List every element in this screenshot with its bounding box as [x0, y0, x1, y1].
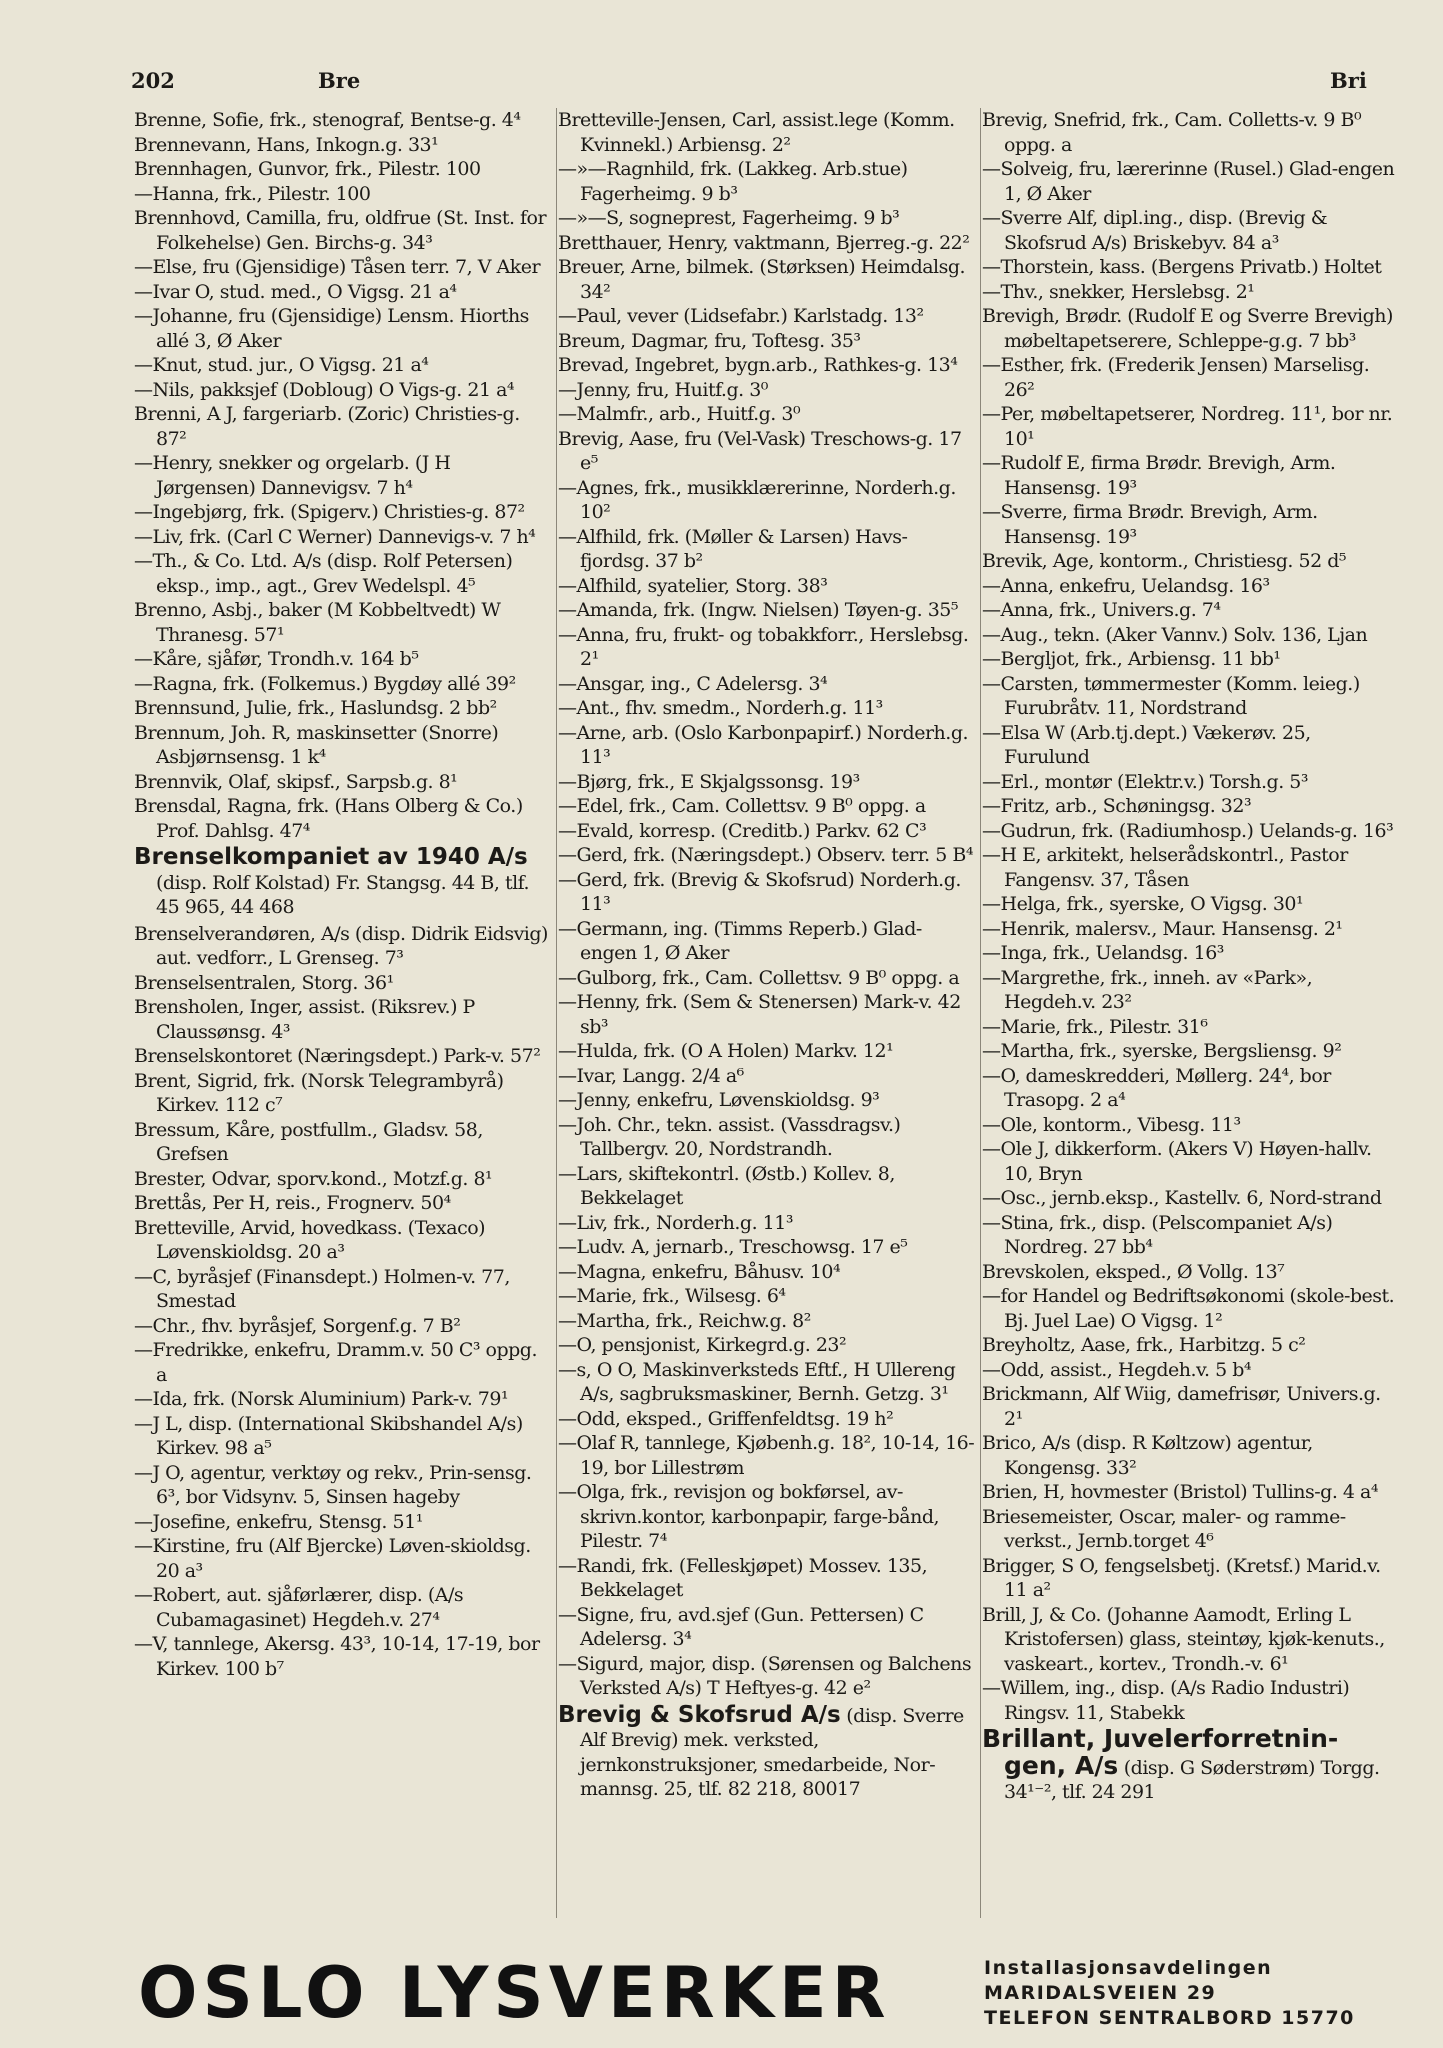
entry-text: —Kirstine, fru (Alf Bjercke) Løven-skioldsg. 20 a³: [134, 1535, 531, 1582]
entry-text: Brenselskontoret (Næringsdept.) Park-v. 57²: [134, 1045, 541, 1067]
directory-entry: [134, 500, 552, 525]
entry-text: —Ida, frk. (Norsk Aluminium) Park-v. 79¹: [134, 1388, 509, 1410]
directory-entry: [558, 402, 976, 427]
entry-text: —Josefine, enkefru, Stensg. 51¹: [134, 1510, 423, 1533]
directory-entry: [982, 1039, 1400, 1064]
directory-entry: [982, 304, 1400, 353]
entry-text: —C, byråsjef (Finansdept.) Holmen-v. 77, Smestad: [134, 1265, 510, 1312]
entry-text: —Per, møbeltapetserer, Nordreg. 11¹, bor nr. 10¹: [982, 403, 1393, 450]
entry-text: Breyholtz, Aase, frk., Harbitzg. 5 c²: [982, 1334, 1306, 1356]
entry-text: Brill, J, & Co. (Johanne Aamodt, Erling L Kristofersen) glass, steintøy, kjøk-kenuts., vaskeart., kortev., Trondh.-v. 6¹: [982, 1603, 1385, 1675]
directory-entry: [134, 1387, 552, 1412]
directory-entry: [558, 1309, 976, 1334]
directory-entry: [558, 206, 976, 231]
entry-text: —s, O O, Maskinverksteds Eftf., H Ullereng A/s, sagbruksmaskiner, Bernh. Getzg. 3¹: [558, 1358, 956, 1405]
directory-entry: [134, 353, 552, 378]
directory-entry: [134, 1044, 552, 1069]
entry-text: —J O, agentur, verktøy og rekv., Prin-sensg. 6³, bor Vidsynv. 5, Sinsen hageby: [134, 1461, 532, 1508]
directory-entry: [134, 1314, 552, 1339]
directory-entry: [134, 845, 552, 920]
directory-entry: [558, 304, 976, 329]
column-2: [558, 108, 976, 1958]
directory-entry: [558, 794, 976, 819]
entry-text: Brevik, Age, kontorm., Christiesg. 52 d⁵: [982, 550, 1347, 572]
directory-entry: [558, 917, 976, 966]
entry-text: Bretthauer, Henry, vaktmann, Bjerreg.-g. 22²: [558, 231, 970, 254]
entry-text: Briesemeister, Oscar, maler- og ramme-verkst., Jernb.torget 4⁶: [982, 1505, 1346, 1552]
entry-text: —Anna, frk., Univers.g. 7⁴: [982, 599, 1221, 621]
entry-text: —Fredrikke, enkefru, Dramm.v. 50 C³ oppg. a: [134, 1339, 538, 1386]
directory-entry: [134, 1461, 552, 1510]
directory-entry: [558, 427, 976, 476]
entry-text: —Johanne, fru (Gjensidige) Lensm. Hiorths allé 3, Ø Aker: [134, 305, 529, 352]
ad-contact: [984, 1956, 1355, 2031]
directory-entry: [558, 721, 976, 770]
directory-entry: [558, 770, 976, 795]
entry-text: —Sverre, firma Brødr. Brevigh, Arm. Hansensg. 19³: [982, 501, 1318, 548]
left-guide-word: Bre: [318, 68, 361, 93]
directory-entry: [558, 525, 976, 574]
entry-text: —Carsten, tømmermester (Komm. leieg.) Furubråtv. 11, Nordstrand: [982, 672, 1360, 719]
entry-text: —Helga, frk., syerske, O Vigsg. 30¹: [982, 893, 1304, 915]
directory-entry: [558, 255, 976, 304]
entry-text: —Hulda, frk. (O A Holen) Markv. 12¹: [558, 1040, 894, 1062]
entry-text: Brenselsentralen, Storg. 36¹: [134, 971, 394, 994]
directory-entry: [982, 108, 1400, 157]
entry-text: —Thorstein, kass. (Bergens Privatb.) Holtet: [982, 256, 1382, 278]
entry-text: Brennhagen, Gunvor, frk., Pilestr. 100: [134, 158, 481, 180]
directory-entry: [982, 500, 1400, 549]
directory-entry: [134, 1265, 552, 1314]
ad-line-2: MARIDALSVEIEN 29: [984, 1982, 1217, 2004]
directory-entry: [982, 1724, 1400, 1805]
directory-entry: [134, 133, 552, 158]
entry-text: —O, pensjonist, Kirkegrd.g. 23²: [558, 1334, 847, 1356]
entry-text: —Elsa W (Arb.tj.dept.) Vækerøv. 25, Furulund: [982, 721, 1311, 768]
directory-entry: [134, 525, 552, 550]
entry-text: —Knut, stud. jur., O Vigsg. 21 a⁴: [134, 354, 429, 376]
directory-entry: [982, 892, 1400, 917]
entry-text: —Fritz, arb., Schøningsg. 32³: [982, 795, 1252, 817]
entry-text: Brenselverandøren, A/s (disp. Didrik Eidsvig) aut. vedforr., L Grenseg. 7³: [134, 922, 548, 969]
entry-text: —Ole J, dikkerform. (Akers V) Høyen-hallv. 10, Bryn: [982, 1138, 1372, 1185]
entry-text: —Kåre, sjåfør, Trondh.v. 164 b⁵: [134, 648, 419, 670]
entry-heading: Brillant, Juvelerforretnin-gen, A/s: [982, 1724, 1339, 1780]
directory-entry: [134, 1412, 552, 1461]
page-number: 202: [131, 68, 175, 93]
directory-entry: [982, 1554, 1400, 1603]
entry-text: Brennum, Joh. R, maskinsetter (Snorre) Asbjørnsensg. 1 k⁴: [134, 721, 499, 768]
entry-text: —O, dameskredderi, Møllerg. 24⁴, bor Trasopg. 2 a⁴: [982, 1064, 1331, 1111]
entry-text: Brennhovd, Camilla, fru, oldfrue (St. Inst. for Folkehelse) Gen. Birchs-g. 34³: [134, 207, 547, 254]
entry-text: —Erl., montør (Elektr.v.) Torsh.g. 5³: [982, 770, 1308, 793]
entry-text: (disp. G Søderstrøm) Torgg. 34¹⁻², tlf. 24 291: [1004, 1756, 1380, 1803]
entry-text: Brenne, Sofie, frk., stenograf, Bentse-g. 4⁴: [134, 109, 521, 131]
directory-entry: [134, 770, 552, 795]
directory-entry: [558, 1284, 976, 1309]
entry-text: Brennevann, Hans, Inkogn.g. 33¹: [134, 133, 439, 156]
entry-text: Brevig, Aase, fru (Vel-Vask) Treschows-g. 17 e⁵: [558, 427, 962, 474]
directory-entry: [558, 1039, 976, 1064]
entry-text: —Henrik, malersv., Maur. Hansensg. 2¹: [982, 917, 1343, 940]
entry-text: —Willem, ing., disp. (A/s Radio Industri) Ringsv. 11, Stabekk: [982, 1677, 1350, 1724]
entry-text: —Anna, fru, frukt- og tobakkforr., Herslebsg. 2¹: [558, 623, 969, 670]
directory-entry: [558, 1480, 976, 1554]
entry-text: —Ivar, Langg. 2/4 a⁶: [558, 1064, 744, 1087]
directory-entry: [134, 922, 552, 971]
directory-entry: [558, 1211, 976, 1236]
directory-entry: [134, 1583, 552, 1632]
entry-text: —Henny, frk. (Sem & Stenersen) Mark-v. 42 sb³: [558, 991, 961, 1038]
directory-entry: [134, 206, 552, 255]
directory-entry: [982, 721, 1400, 770]
entry-text: (disp. Sverre Alf Brevig) mek. verksted, jernkonstruksjoner, smedarbeide, Nor-mannsg. 25, tlf. 82 218, 80017: [580, 1704, 964, 1800]
entry-text: Brevskolen, eksped., Ø Vollg. 13⁷: [982, 1260, 1285, 1283]
directory-entry: [982, 672, 1400, 721]
directory-entry: [558, 476, 976, 525]
directory-entry: [982, 819, 1400, 844]
directory-entry: [134, 995, 552, 1044]
directory-entry: [558, 672, 976, 697]
directory-entry: [134, 598, 552, 647]
entry-text: —Randi, frk. (Felleskjøpet) Mossev. 135, Bekkelaget: [558, 1554, 928, 1601]
entry-text: —for Handel og Bedriftsøkonomi (skole-best. Bj. Juel Lae) O Vigsg. 1²: [982, 1285, 1395, 1332]
directory-entry: [982, 255, 1400, 280]
directory-entry: [558, 329, 976, 354]
entry-text: —Marie, frk., Wilsesg. 6⁴: [558, 1285, 786, 1307]
entry-text: —Lars, skiftekontrl. (Østb.) Kollev. 8, Bekkelaget: [558, 1162, 895, 1209]
directory-entry: [134, 280, 552, 305]
entry-text: Brensholen, Inger, assist. (Riksrev.) P Claussønsg. 4³: [134, 996, 475, 1043]
directory-entry: [134, 721, 552, 770]
entry-text: —H E, arkitekt, helserådskontrl., Pastor Fangensv. 37, Tåsen: [982, 844, 1348, 891]
directory-entry: [982, 598, 1400, 623]
column-divider: [556, 108, 557, 1918]
entry-text: —Olaf R, tannlege, Kjøbenh.g. 18², 10-14, 16-19, bor Lillestrøm: [558, 1432, 975, 1479]
entry-text: —Arne, arb. (Oslo Karbonpapirf.) Norderh.g. 11³: [558, 721, 969, 768]
directory-entry: [134, 451, 552, 500]
directory-entry: [982, 206, 1400, 255]
directory-entry: [134, 1632, 552, 1681]
directory-entry: [558, 157, 976, 206]
entry-text: —Ant., fhv. smedm., Norderh.g. 11³: [558, 697, 883, 719]
entry-text: —Thv., snekker, Herslebsg. 2¹: [982, 280, 1255, 303]
directory-entry: [558, 868, 976, 917]
directory-entry: [982, 1431, 1400, 1480]
entry-text: —Chr., fhv. byråsjef, Sorgenf.g. 7 B²: [134, 1314, 461, 1337]
directory-entry: [982, 843, 1400, 892]
entry-text: —Bergljot, frk., Arbiensg. 11 bb¹: [982, 648, 1281, 670]
directory-entry: [134, 794, 552, 843]
entry-text: Brennsund, Julie, frk., Haslundsg. 2 bb²: [134, 697, 497, 719]
entry-text: —Th., & Co. Ltd. A/s (disp. Rolf Petersen) eksp., imp., agt., Grev Wedelspl. 4⁵: [134, 550, 513, 597]
entry-text: —Gulborg, frk., Cam. Collettsv. 9 B⁰ oppg. a: [558, 966, 960, 989]
directory-entry: [134, 672, 552, 697]
directory-entry: [982, 1333, 1400, 1358]
directory-entry: [134, 1167, 552, 1192]
directory-entry: [982, 623, 1400, 648]
directory-entry: [558, 966, 976, 991]
right-guide-word: Bri: [1330, 68, 1367, 93]
directory-entry: [134, 255, 552, 280]
directory-entry: [558, 108, 976, 157]
directory-entry: [134, 1216, 552, 1265]
directory-entry: [558, 1407, 976, 1432]
entry-text: —Osc., jernb.eksp., Kastellv. 6, Nord-strand: [982, 1187, 1382, 1209]
entry-text: —Agnes, frk., musikklærerinne, Norderh.g. 10²: [558, 476, 956, 523]
entry-text: —Ivar O, stud. med., O Vigsg. 21 a⁴: [134, 280, 457, 303]
entry-text: —Magna, enkefru, Båhusv. 10⁴: [558, 1260, 841, 1283]
directory-entry: [558, 1260, 976, 1285]
directory-entry: [982, 549, 1400, 574]
directory-entry: [982, 794, 1400, 819]
entry-text: —Anna, enkefru, Uelandsg. 16³: [982, 574, 1270, 597]
entry-text: —Ingebjørg, frk. (Spigerv.) Christies-g. 87²: [134, 501, 525, 523]
entry-text: —Gerd, frk. (Brevig & Skofsrud) Norderh.g. 11³: [558, 868, 961, 915]
directory-entry: [558, 1162, 976, 1211]
directory-entry: [134, 402, 552, 451]
ad-line-1: Installasjonsavdelingen: [984, 1957, 1273, 1979]
entry-text: (disp. Rolf Kolstad) Fr. Stangsg. 44 B, tlf. 45 965, 44 468: [156, 871, 530, 918]
directory-entry: [558, 696, 976, 721]
entry-text: —Paul, vever (Lidsefabr.) Karlstadg. 13²: [558, 305, 924, 327]
entry-text: —Stina, frk., disp. (Pelscompaniet A/s) Nordreg. 27 bb⁴: [982, 1211, 1333, 1258]
entry-text: —Alfhild, frk. (Møller & Larsen) Havs-fjordsg. 37 b²: [558, 525, 908, 572]
directory-entry: [982, 1113, 1400, 1138]
directory-entry: [134, 1118, 552, 1167]
entry-text: —Nils, pakksjef (Dobloug) O Vigs-g. 21 a⁴: [134, 378, 515, 401]
directory-entry: [134, 971, 552, 996]
directory-entry: [982, 574, 1400, 599]
directory-entry: [134, 1338, 552, 1387]
directory-entry: [982, 1064, 1400, 1113]
entry-text: —Ansgar, ing., C Adelersg. 3⁴: [558, 672, 828, 695]
entry-text: Brevigh, Brødr. (Rudolf E og Sverre Brevigh) møbeltapetserere, Schleppe-g.g. 7 bb³: [982, 305, 1393, 352]
directory-entry: [558, 623, 976, 672]
directory-entry: [982, 280, 1400, 305]
entry-text: —Evald, korresp. (Creditb.) Parkv. 62 C³: [558, 819, 927, 842]
directory-entry: [558, 574, 976, 599]
directory-entry: [558, 1358, 976, 1407]
directory-entry: [982, 451, 1400, 500]
directory-entry: [134, 647, 552, 672]
entry-text: —Aug., tekn. (Aker Vannv.) Solv. 136, Ljan: [982, 623, 1368, 646]
entry-text: —Signe, fru, avd.sjef (Gun. Pettersen) C Adelersg. 3⁴: [558, 1603, 924, 1650]
entry-text: —J L, disp. (International Skibshandel A/s) Kirkev. 98 a⁵: [134, 1412, 523, 1459]
directory-entry: [558, 1088, 976, 1113]
entry-text: —Jenny, enkefru, Løvenskioldsg. 9³: [558, 1089, 880, 1111]
entry-text: —Gerd, frk. (Næringsdept.) Observ. terr. 5 B⁴: [558, 844, 973, 866]
entry-text: Bretteville-Jensen, Carl, assist.lege (Komm. Kvinnekl.) Arbiensg. 2²: [558, 109, 955, 156]
directory-entry: [982, 966, 1400, 1015]
entry-text: —Margrethe, frk., inneh. av «Park», Hegdeh.v. 23²: [982, 966, 1313, 1013]
entry-text: Brensdal, Ragna, frk. (Hans Olberg & Co.) Prof. Dahlsg. 47⁴: [134, 795, 523, 842]
directory-entry: [982, 402, 1400, 451]
directory-entry: [558, 353, 976, 378]
entry-text: —Robert, aut. sjåførlærer, disp. (A/s Cubamagasinet) Hegdeh.v. 27⁴: [134, 1584, 464, 1631]
column-divider: [980, 108, 981, 1918]
directory-entry: [558, 1703, 976, 1802]
entry-text: —Hanna, frk., Pilestr. 100: [134, 182, 371, 205]
entry-text: —Henry, snekker og orgelarb. (J H Jørgensen) Dannevigsv. 7 h⁴: [134, 452, 451, 499]
directory-entry: [982, 1260, 1400, 1285]
directory-entry: [982, 1211, 1400, 1260]
entry-text: Breum, Dagmar, fru, Toftesg. 35³: [558, 329, 861, 352]
ad-logo: OSLO LYSVERKER: [138, 1952, 891, 2034]
entry-text: —Marie, frk., Pilestr. 31⁶: [982, 1015, 1208, 1038]
directory-entry: [558, 843, 976, 868]
entry-text: —Ludv. A, jernarb., Treschowsg. 17 e⁵: [558, 1236, 908, 1258]
entry-text: —Bjørg, frk., E Skjalgssonsg. 19³: [558, 770, 860, 793]
entry-text: Brenno, Asbj., baker (M Kobbeltvedt) W Thranesg. 57¹: [134, 599, 501, 646]
entry-text: —Ragna, frk. (Folkemus.) Bygdøy allé 39²: [134, 672, 516, 695]
directory-entry: [558, 1652, 976, 1701]
directory-entry: [982, 1505, 1400, 1554]
column-3: [982, 108, 1400, 1958]
directory-entry: [982, 1284, 1400, 1333]
entry-text: —Odd, assist., Hegdeh.v. 5 b⁴: [982, 1358, 1252, 1381]
entry-text: —»—S, sogneprest, Fagerheimg. 9 b³: [558, 207, 900, 229]
entry-text: Brenni, A J, fargeriarb. (Zoric) Christies-g. 87²: [134, 403, 520, 450]
entry-text: —V, tannlege, Akersg. 43³, 10-14, 17-19, bor Kirkev. 100 b⁷: [134, 1633, 540, 1680]
entry-text: —Alfhild, syatelier, Storg. 38³: [558, 574, 828, 597]
directory-entry: [558, 1603, 976, 1652]
directory-entry: [982, 1137, 1400, 1186]
entry-heading: Brenselkompaniet av 1940 A/s: [134, 844, 528, 870]
entry-text: Brevad, Ingebret, bygn.arb., Rathkes-g. 13⁴: [558, 354, 958, 376]
directory-entry: [558, 1431, 976, 1480]
entry-heading: Brevig & Skofsrud A/s: [558, 1701, 841, 1728]
entry-text: Brennvik, Olaf, skipsf., Sarpsb.g. 8¹: [134, 770, 458, 793]
advertisement-banner: [138, 1952, 1400, 2034]
directory-entry: [134, 549, 552, 598]
entry-text: —Liv, frk. (Carl C Werner) Dannevigs-v. 7 h⁴: [134, 525, 536, 548]
directory-entry: [134, 182, 552, 207]
directory-entry: [558, 598, 976, 623]
entry-text: Brettås, Per H, reis., Frognerv. 50⁴: [134, 1192, 451, 1214]
directory-entry: [558, 378, 976, 403]
column-1: [134, 108, 552, 1958]
directory-entry: [558, 1113, 976, 1162]
entry-text: —Joh. Chr., tekn. assist. (Vassdragsv.) Tallbergv. 20, Nordstrandh.: [558, 1113, 901, 1160]
entry-text: —Malmfr., arb., Huitf.g. 3⁰: [558, 403, 801, 425]
directory-entry: [982, 1382, 1400, 1431]
directory-entry: [134, 1510, 552, 1535]
directory-entry: [982, 157, 1400, 206]
directory-entry: [982, 770, 1400, 795]
directory-entry: [558, 1554, 976, 1603]
directory-entry: [982, 647, 1400, 672]
directory-entry: [558, 1064, 976, 1089]
directory-entry: [982, 353, 1400, 402]
directory-entry: [558, 231, 976, 256]
entry-text: —Sverre Alf, dipl.ing., disp. (Brevig & Skofsrud A/s) Briskebyv. 84 a³: [982, 207, 1328, 254]
directory-entry: [982, 917, 1400, 942]
directory-entry: [134, 1534, 552, 1583]
directory-entry: [558, 1333, 976, 1358]
entry-text: —Rudolf E, firma Brødr. Brevigh, Arm. Hansensg. 19³: [982, 452, 1336, 499]
directory-entry: [982, 1603, 1400, 1677]
entry-text: —Ole, kontorm., Vibesg. 11³: [982, 1113, 1241, 1136]
page-header: [0, 68, 1443, 104]
entry-text: —Solveig, fru, lærerinne (Rusel.) Glad-engen 1, Ø Aker: [982, 158, 1395, 205]
directory-entry: [134, 108, 552, 133]
directory-entry: [558, 990, 976, 1039]
entry-text: Brester, Odvar, sporv.kond., Motzf.g. 8¹: [134, 1167, 493, 1190]
directory-entry: [558, 1235, 976, 1260]
directory-entry: [982, 1015, 1400, 1040]
entry-text: —Edel, frk., Cam. Collettsv. 9 B⁰ oppg. a: [558, 795, 926, 817]
entry-text: —Olga, frk., revisjon og bokførsel, av-skrivn.kontor, karbonpapir, farge-bånd, Pilestr. 7⁴: [558, 1481, 940, 1552]
directory-entry: [134, 157, 552, 182]
entry-text: —Martha, frk., Reichw.g. 8²: [558, 1309, 811, 1332]
ad-line-3: TELEFON SENTRALBORD 15770: [984, 2007, 1355, 2029]
entry-text: Bretteville, Arvid, hovedkass. (Texaco) Løvenskioldsg. 20 a³: [134, 1216, 486, 1263]
entry-text: Brien, H, hovmester (Bristol) Tullins-g. 4 a⁴: [982, 1481, 1379, 1503]
directory-entry: [134, 304, 552, 353]
entry-text: Brigger, S O, fengselsbetj. (Kretsf.) Marid.v. 11 a²: [982, 1554, 1381, 1601]
entry-text: —Martha, frk., syerske, Bergsliensg. 9²: [982, 1040, 1342, 1062]
entry-text: —Esther, frk. (Frederik Jensen) Marselisg. 26²: [982, 354, 1370, 401]
entry-text: —Liv, frk., Norderh.g. 11³: [558, 1211, 793, 1234]
entry-text: Breuer, Arne, bilmek. (Størksen) Heimdalsg. 34²: [558, 256, 966, 303]
entry-text: —Gudrun, frk. (Radiumhosp.) Uelands-g. 16³: [982, 819, 1394, 842]
directory-entry: [982, 1358, 1400, 1383]
entry-text: —Odd, eksped., Griffenfeldtsg. 19 h²: [558, 1407, 894, 1430]
entry-text: Bressum, Kåre, postfullm., Gladsv. 58, Grefsen: [134, 1118, 483, 1165]
directory-entry: [134, 378, 552, 403]
directory-entry: [134, 1069, 552, 1118]
entry-text: Brent, Sigrid, frk. (Norsk Telegrambyrå) Kirkev. 112 c⁷: [134, 1069, 504, 1116]
entry-text: —Germann, ing. (Timms Reperb.) Glad-engen 1, Ø Aker: [558, 917, 922, 964]
directory-entry: [982, 1480, 1400, 1505]
entry-text: Brico, A/s (disp. R Køltzow) agentur, Kongensg. 33²: [982, 1432, 1313, 1479]
entry-text: —Amanda, frk. (Ingw. Nielsen) Tøyen-g. 35⁵: [558, 599, 958, 621]
entry-text: Brevig, Snefrid, frk., Cam. Colletts-v. 9 B⁰ oppg. a: [982, 109, 1362, 156]
entry-text: Brickmann, Alf Wiig, damefrisør, Univers.g. 2¹: [982, 1383, 1381, 1430]
directory-entry: [134, 696, 552, 721]
entry-text: —»—Ragnhild, frk. (Lakkeg. Arb.stue) Fagerheimg. 9 b³: [558, 158, 908, 205]
directory-entry: [134, 1191, 552, 1216]
directory-entry: [982, 1186, 1400, 1211]
entry-text: —Jenny, fru, Huitf.g. 3⁰: [558, 378, 768, 401]
directory-entry: [982, 941, 1400, 966]
entry-text: —Else, fru (Gjensidige) Tåsen terr. 7, V Aker: [134, 256, 541, 278]
entry-text: —Inga, frk., Uelandsg. 16³: [982, 942, 1224, 964]
directory-entry: [982, 1676, 1400, 1725]
entry-text: —Sigurd, major, disp. (Sørensen og Balchens Verksted A/s) T Heftyes-g. 42 e²: [558, 1652, 972, 1699]
directory-entry: [558, 819, 976, 844]
